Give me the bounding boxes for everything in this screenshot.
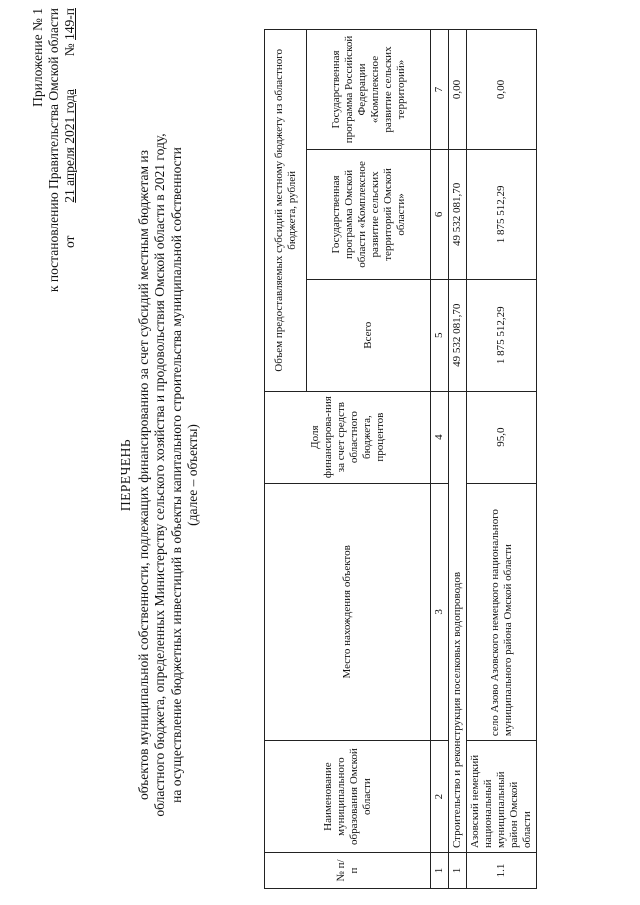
appendix-line1: Приложение № 1 bbox=[30, 8, 45, 107]
row-location: село Азово Азовского немецкого национального муниципального района Омской области bbox=[467, 483, 537, 741]
row-share: 95,0 bbox=[467, 391, 537, 483]
header-municipality: Наименование муниципального образования Омской области bbox=[265, 741, 431, 853]
decree-date: 21 апреля 2021 года bbox=[62, 89, 77, 203]
header-total: Всего bbox=[307, 279, 431, 391]
colnum-3: 3 bbox=[431, 483, 449, 741]
header-location: Место нахождения объектов bbox=[265, 483, 431, 741]
number-label: № bbox=[62, 43, 77, 57]
section-title: Строительство и реконструкция поселковых водопроводов bbox=[449, 391, 467, 852]
appendix-line2: к постановлению Правительства Омской области bbox=[46, 8, 61, 293]
colnum-2: 2 bbox=[431, 741, 449, 853]
section-total: 49 532 081,70 bbox=[449, 279, 467, 391]
appendix-block bbox=[30, 8, 78, 292]
colnum-6: 6 bbox=[431, 149, 449, 279]
appendix-date-line bbox=[62, 8, 78, 292]
colnum-7: 7 bbox=[431, 30, 449, 150]
decree-number: 149-п bbox=[62, 8, 77, 40]
row-municipality: Азовский немецкий национальный муниципальный район Омской области bbox=[467, 741, 537, 853]
section-state: 49 532 081,70 bbox=[449, 149, 467, 279]
row-num: 1.1 bbox=[467, 853, 537, 889]
row-state: 1 875 512,29 bbox=[467, 149, 537, 279]
header-state-program: Государственная программа Омской области «Комплексное развитие сельских территорий Омской области» bbox=[307, 149, 431, 279]
colnum-5: 5 bbox=[431, 279, 449, 391]
from-label: от bbox=[62, 235, 77, 249]
table-row bbox=[467, 30, 537, 889]
header-share: Доля финансирова-ния за счет средств областного бюджета, процентов bbox=[265, 391, 431, 483]
title-line2: областного бюджета, определенных Министерству сельского хозяйства и продовольствия Омской области в 2021 году, bbox=[152, 133, 167, 817]
section-federal: 0,00 bbox=[449, 30, 467, 150]
header-num: № п/п bbox=[265, 853, 431, 889]
header-federal-program: Государственная программа Российской Федерации «Комплексное развитие сельских территорий» bbox=[307, 30, 431, 150]
section-num: 1 bbox=[449, 853, 467, 889]
column-number-row bbox=[431, 30, 449, 889]
title-line1: объектов муниципальной собственности, подлежащих финансированию за счет субсидий местным бюджетам из bbox=[135, 150, 151, 800]
row-federal: 0,00 bbox=[467, 30, 537, 150]
colnum-1: 1 bbox=[431, 853, 449, 889]
title-line4: (далее – объекты) bbox=[185, 424, 200, 526]
objects-table bbox=[264, 29, 537, 889]
section-row bbox=[449, 30, 467, 889]
header-subsidy-volume: Объем предоставляемых субсидий местному бюджету из областного бюджета, рублей bbox=[265, 30, 307, 392]
colnum-4: 4 bbox=[431, 391, 449, 483]
title-block bbox=[118, 105, 202, 845]
title-line3: на осуществление бюджетных инвестиций в объекты капитального строительства муниципальной собственности bbox=[168, 147, 184, 803]
header-row-1 bbox=[265, 30, 307, 889]
row-total: 1 875 512,29 bbox=[467, 279, 537, 391]
document-heading: ПЕРЕЧЕНЬ bbox=[118, 438, 133, 512]
